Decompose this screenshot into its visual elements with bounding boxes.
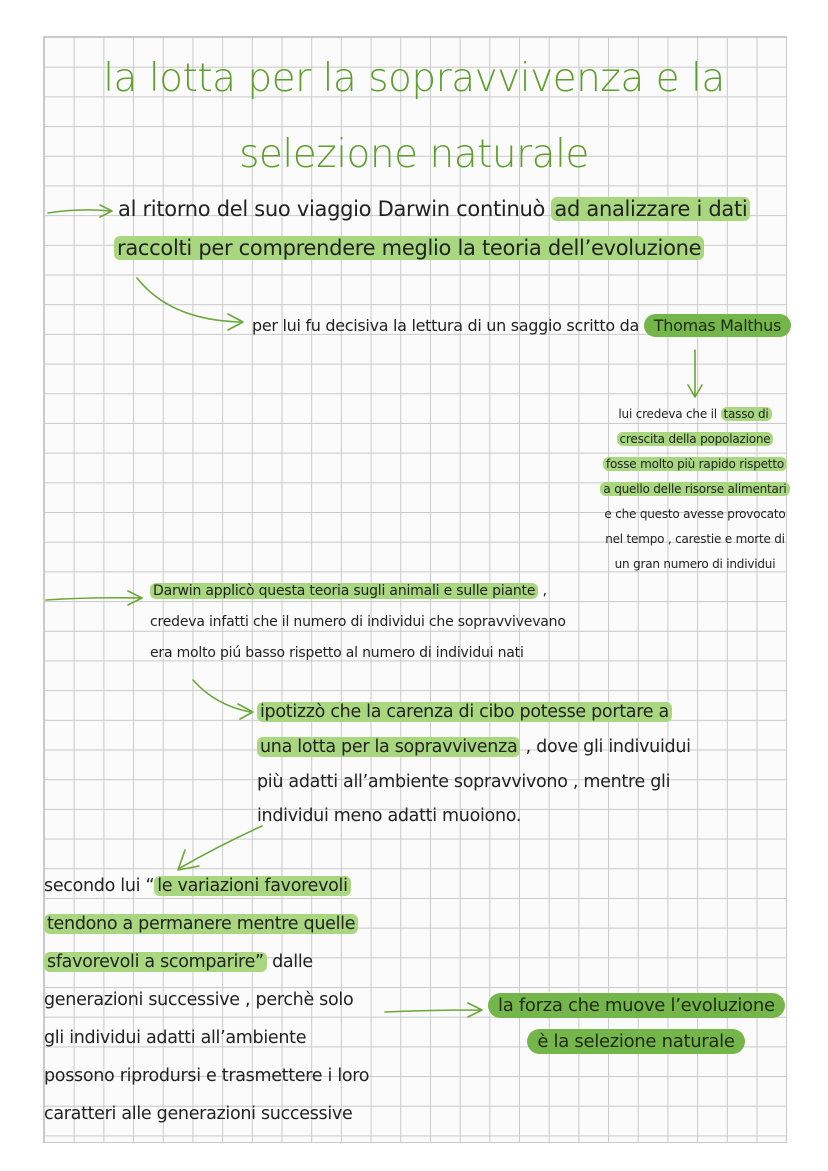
malthus-note-line7: un gran numero di individui [614, 557, 776, 571]
arrow-malthus-down [688, 350, 702, 397]
darwin-applied-highlight: Darwin applicò questa teoria sugli animali e sulle piante [150, 583, 538, 599]
hypothesis-line4: individui meno adatti muoiono. [257, 806, 522, 826]
malthus-note-line6: nel tempo , carestie e morte di [605, 532, 785, 546]
arrow-hypothesis [193, 680, 253, 719]
malthus-note-line4 [600, 482, 790, 507]
quote-line5: gli individui adatti all’ambiente [44, 1028, 307, 1048]
darwin-applied-line1 [150, 583, 547, 599]
quote-line2-highlight: tendono a permanere mentre quelle [44, 914, 358, 934]
malthus-note-line5: e che questo avesse provocato [604, 507, 786, 521]
intro-line1-text: al ritorno del suo viaggio Darwin continuò [118, 197, 552, 221]
intro-line2 [114, 236, 704, 260]
page-title-line1: la lotta per la sopravvivenza e la [103, 56, 725, 101]
malthus-line [252, 316, 791, 335]
malthus-note-line3 [600, 457, 790, 482]
malthus-name-highlight: Thomas Malthus [644, 314, 791, 337]
malthus-note [600, 407, 790, 582]
hypothesis-line1 [257, 702, 672, 722]
malthus-note-line2 [600, 432, 790, 457]
quote-line3-highlight: sfavorevoli a scomparire” [44, 952, 267, 972]
arrow-conclusion [385, 1003, 482, 1017]
malthus-note-line2-highlight: crescita della popolazione [617, 432, 774, 446]
hypothesis-line3: più adatti all’ambiente sopravvivono , mentre gli [257, 772, 671, 792]
page-title-line2: selezione naturale [239, 132, 589, 177]
hypothesis-line2 [257, 737, 691, 757]
quote-line6: possono riprodursi e trasmettere i loro [44, 1066, 370, 1086]
malthus-note-line3-highlight: fosse molto più rapido rispetto [603, 457, 787, 471]
conclusion-line1-highlight: la forza che muove l’evoluzione [488, 993, 785, 1018]
intro-line2-highlight: raccolti per comprendere meglio la teoria dell’evoluzione [114, 236, 704, 260]
hypothesis-line2-tail: , dove gli indivuidui [520, 737, 691, 757]
darwin-applied-tail: , [538, 583, 547, 599]
quote-line1-highlight: le variazioni favorevoli [154, 876, 350, 896]
intro-line1 [118, 197, 750, 221]
malthus-note-line1-text: lui credeva che il [618, 407, 721, 421]
quote-line3 [44, 952, 313, 972]
quote-line2 [44, 914, 358, 934]
hypothesis-line2-highlight: una lotta per la sopravvivenza [257, 737, 520, 757]
malthus-note-line1 [600, 407, 790, 432]
hypothesis-line1-highlight: ipotizzò che la carenza di cibo potesse portare a [257, 702, 672, 722]
intro-line1-highlight: ad analizzare i dati [551, 197, 750, 221]
quote-line3-tail: dalle [266, 952, 313, 972]
arrow-intro [48, 205, 112, 217]
malthus-note-line4-highlight: a quello delle risorse alimentari [600, 482, 789, 496]
arrow-to-malthus [137, 278, 243, 330]
conclusion [488, 995, 784, 1067]
conclusion-line1 [488, 995, 784, 1031]
darwin-applied-line3: era molto piú basso rispetto al numero di individui nati [150, 645, 524, 661]
conclusion-line2 [488, 1031, 784, 1067]
quote-line4: generazioni successive , perchè solo [44, 990, 354, 1010]
arrow-darwin [46, 591, 142, 605]
quote-line1-text: secondo lui “ [44, 876, 155, 896]
arrow-to-quote [178, 826, 262, 870]
darwin-applied-line2: credeva infatti che il numero di individui che sopravvivevano [150, 614, 566, 630]
malthus-note-line1-highlight: tasso di [721, 407, 772, 421]
conclusion-line2-highlight: è la selezione naturale [527, 1029, 744, 1054]
malthus-text: per lui fu decisiva la lettura di un saggio scritto da [252, 316, 644, 335]
quote-line1 [44, 876, 351, 896]
quote-line7: caratteri alle generazioni successive [44, 1104, 353, 1124]
